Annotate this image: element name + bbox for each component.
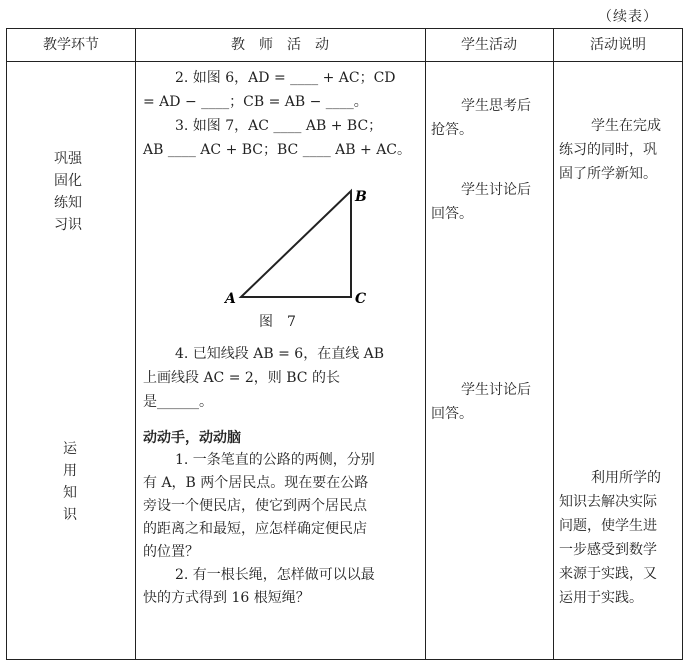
activity-note-1: 练习的同时，巩 — [559, 142, 657, 158]
stage-apply-line: 用 — [63, 463, 77, 479]
question-4-line-2: 上画线段 AC = 2，则 BC 的长 — [143, 370, 340, 386]
activity-note-2: 运用于实践。 — [559, 590, 643, 606]
activity-note-2: 问题，使学生进 — [559, 518, 657, 534]
stage-apply-line: 知 — [63, 485, 77, 501]
activity-note-2: 来源于实践，又 — [559, 566, 657, 582]
stage-consolidate-line: 固化 — [54, 173, 82, 189]
problem-1-line: 的位置？ — [143, 544, 199, 560]
stage-consolidate-line: 练知 — [54, 195, 82, 211]
figure-7-triangle — [217, 179, 377, 314]
question-3-line-1: 3. 如图 7，AC ____ AB + BC； — [175, 118, 383, 134]
section-title: 动动手，动动脑 — [143, 430, 241, 446]
activity-note-2: 利用所学的 — [591, 470, 661, 486]
activity-note-1: 学生在完成 — [591, 118, 661, 134]
question-2-line-1: 2. 如图 6，AD = ____ + AC；CD — [175, 70, 396, 86]
problem-1-line: 有 A，B 两个居民点。现在要在公路 — [143, 475, 369, 491]
vertex-c-label: C — [355, 291, 367, 307]
column-divider — [553, 29, 554, 659]
problem-2-line: 快的方式得到 16 根短绳？ — [143, 590, 310, 606]
question-3-line-2: AB ____ AC + BC；BC ____ AB + AC。 — [143, 142, 412, 158]
column-divider — [425, 29, 426, 659]
header-activity-notes: 活动说明 — [590, 37, 646, 53]
student-activity-2: 学生讨论后 — [461, 182, 531, 198]
activity-note-1: 固了所学新知。 — [559, 166, 657, 182]
vertex-a-label: A — [225, 291, 236, 307]
activity-note-2: 知识去解决实际 — [559, 494, 657, 510]
figure-7-caption: 图 7 — [259, 314, 296, 330]
lesson-table — [6, 28, 683, 660]
header-teacher-activity: 教 师 活 动 — [231, 37, 329, 53]
column-divider — [135, 29, 136, 659]
question-4-line-3: 是______。 — [143, 394, 213, 410]
question-4-line-1: 4. 已知线段 AB = 6，在直线 AB — [175, 346, 385, 362]
student-activity-1: 抢答。 — [431, 122, 473, 138]
question-2-line-2: = AD − ____；CB = AB − ____。 — [143, 94, 368, 110]
header-student-activity: 学生活动 — [461, 37, 517, 53]
problem-1-line: 1. 一条笔直的公路的两侧，分别 — [175, 452, 375, 468]
stage-consolidate-line: 巩强 — [54, 151, 82, 167]
header-stage: 教学环节 — [43, 37, 99, 53]
problem-2-line: 2. 有一根长绳，怎样做可以以最 — [175, 567, 375, 583]
stage-consolidate-line: 习识 — [54, 217, 82, 233]
vertex-b-label: B — [355, 189, 367, 205]
student-activity-2: 回答。 — [431, 206, 473, 222]
stage-apply-line: 运 — [63, 441, 77, 457]
problem-1-line: 旁设一个便民店，使它到两个居民点 — [143, 498, 367, 514]
problem-1-line: 的距离之和最短，应怎样确定便民店 — [143, 521, 367, 537]
header-divider — [7, 61, 682, 62]
student-activity-3: 学生讨论后 — [461, 382, 531, 398]
stage-apply-line: 识 — [63, 507, 77, 523]
continued-label: （续表） — [598, 9, 658, 25]
student-activity-3: 回答。 — [431, 406, 473, 422]
activity-note-2: 一步感受到数学 — [559, 542, 657, 558]
student-activity-1: 学生思考后 — [461, 98, 531, 114]
